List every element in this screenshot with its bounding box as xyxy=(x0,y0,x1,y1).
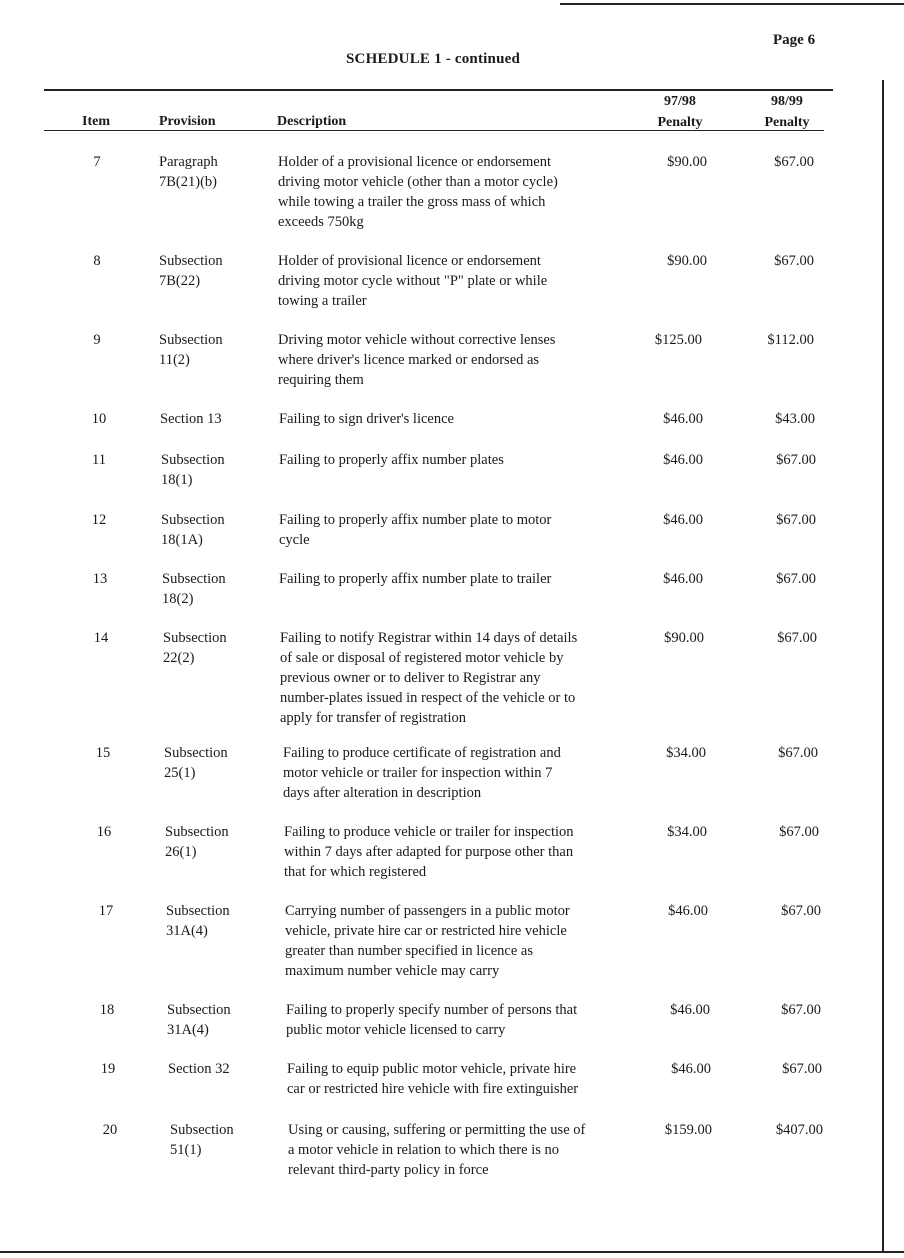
row-item-number: 13 xyxy=(92,571,108,587)
row-description xyxy=(287,1059,632,1099)
row-description xyxy=(279,409,624,429)
header-provision: Provision xyxy=(159,114,216,129)
description-line: exceeds 750kg xyxy=(278,214,364,230)
description-line: greater than number specified in licence as xyxy=(285,943,533,959)
row-provision xyxy=(164,743,274,783)
row-provision xyxy=(162,569,272,609)
provision-line: Subsection xyxy=(166,903,230,919)
page-number: Page 6 xyxy=(773,32,816,48)
row-item-number: 15 xyxy=(95,745,111,761)
row-provision xyxy=(165,822,275,862)
row-penalty-9899: $67.00 xyxy=(776,512,816,528)
header-penalty-9899 xyxy=(745,91,829,133)
description-line: Failing to produce certificate of registration and xyxy=(283,745,561,761)
row-provision xyxy=(161,510,271,550)
provision-line: Paragraph xyxy=(159,154,218,170)
row-penalty-9899: $67.00 xyxy=(782,1061,822,1077)
description-line: Driving motor vehicle without corrective lenses xyxy=(278,332,556,348)
row-penalty-9899: $67.00 xyxy=(777,630,817,646)
provision-line: 18(2) xyxy=(162,591,194,607)
schedule-title: SCHEDULE 1 - continued xyxy=(346,51,521,67)
description-line: days after alteration in description xyxy=(283,785,482,801)
provision-line: Section 32 xyxy=(168,1061,230,1077)
provision-line: Subsection xyxy=(163,630,227,646)
scan-border-bottom xyxy=(0,1251,904,1253)
description-line: Holder of a provisional licence or endorsement xyxy=(278,154,551,170)
row-description xyxy=(284,822,629,882)
description-line: Failing to properly affix number plate to motor xyxy=(279,512,552,528)
provision-line: 51(1) xyxy=(170,1142,202,1158)
row-description xyxy=(285,901,630,981)
provision-line: 7B(21)(b) xyxy=(159,174,217,190)
header-penalty-9899-year: 98/99 xyxy=(771,94,803,109)
provision-line: Subsection xyxy=(161,452,225,468)
description-line: requiring them xyxy=(278,372,364,388)
row-provision xyxy=(170,1120,280,1160)
row-penalty-9798: $46.00 xyxy=(663,452,703,468)
row-penalty-9798: $90.00 xyxy=(664,630,704,646)
row-penalty-9798: $46.00 xyxy=(663,571,703,587)
row-penalty-9798: $90.00 xyxy=(667,253,707,269)
row-item-number: 14 xyxy=(93,630,109,646)
row-provision xyxy=(166,901,276,941)
description-line: vehicle, private hire car or restricted hire vehicle xyxy=(285,923,567,939)
description-line: driving motor vehicle (other than a motor cycle) xyxy=(278,174,558,190)
row-penalty-9899: $67.00 xyxy=(776,452,816,468)
provision-line: 22(2) xyxy=(163,650,195,666)
description-line: cycle xyxy=(279,532,310,548)
provision-line: 26(1) xyxy=(165,844,197,860)
row-penalty-9798: $34.00 xyxy=(666,745,706,761)
description-line: Failing to produce vehicle or trailer for inspection xyxy=(284,824,574,840)
row-provision xyxy=(159,330,269,370)
header-penalty-9899-label: Penalty xyxy=(764,115,810,130)
row-penalty-9798: $46.00 xyxy=(668,903,708,919)
row-item-number: 18 xyxy=(99,1002,115,1018)
row-provision xyxy=(159,152,269,192)
row-item-number: 7 xyxy=(93,154,101,170)
description-line: apply for transfer of registration xyxy=(280,710,467,726)
description-line: number-plates issued in respect of the vehicle or to xyxy=(280,690,576,706)
row-penalty-9798: $46.00 xyxy=(670,1002,710,1018)
row-description xyxy=(280,628,625,728)
row-provision xyxy=(161,450,271,490)
row-item-number: 16 xyxy=(96,824,112,840)
description-line: Failing to equip public motor vehicle, private hire xyxy=(287,1061,577,1077)
row-provision xyxy=(159,251,269,291)
row-description xyxy=(279,569,624,589)
description-line: previous owner or to deliver to Registrar any xyxy=(280,670,541,686)
row-description xyxy=(283,743,628,803)
header-item: Item xyxy=(82,114,110,129)
row-penalty-9899: $67.00 xyxy=(774,154,814,170)
description-line: within 7 days after adapted for purpose other than xyxy=(284,844,574,860)
header-penalty-9798-year: 97/98 xyxy=(664,94,696,109)
description-line: Failing to properly specify number of persons that xyxy=(286,1002,578,1018)
provision-line: 11(2) xyxy=(159,352,190,368)
provision-line: 18(1) xyxy=(161,472,193,488)
description-line: motor vehicle or trailer for inspection within 7 xyxy=(283,765,553,781)
row-penalty-9899: $112.00 xyxy=(767,332,814,348)
row-penalty-9798: $46.00 xyxy=(663,411,703,427)
description-line: public motor vehicle licensed to carry xyxy=(286,1022,506,1038)
provision-line: 7B(22) xyxy=(159,273,201,289)
provision-line: Subsection xyxy=(164,745,228,761)
row-description xyxy=(278,251,623,311)
provision-line: Subsection xyxy=(159,332,223,348)
row-description xyxy=(278,330,623,390)
row-item-number: 12 xyxy=(91,512,107,528)
scan-border-right xyxy=(882,80,884,1252)
description-line: car or restricted hire vehicle with fire extinguisher xyxy=(287,1081,579,1097)
row-provision xyxy=(167,1000,277,1040)
provision-line: Subsection xyxy=(162,571,226,587)
row-item-number: 10 xyxy=(91,411,107,427)
row-penalty-9798: $90.00 xyxy=(667,154,707,170)
row-penalty-9899: $67.00 xyxy=(781,903,821,919)
row-penalty-9798: $125.00 xyxy=(654,332,702,348)
scan-border-top xyxy=(560,3,904,5)
row-penalty-9899: $407.00 xyxy=(775,1122,823,1138)
row-item-number: 20 xyxy=(102,1122,118,1138)
row-penalty-9798: $159.00 xyxy=(664,1122,712,1138)
provision-line: 31A(4) xyxy=(166,923,208,939)
description-line: towing a trailer xyxy=(278,293,367,309)
description-line: Failing to properly affix number plate to trailer xyxy=(279,571,552,587)
row-description xyxy=(279,450,624,470)
row-penalty-9899: $67.00 xyxy=(781,1002,821,1018)
row-description xyxy=(286,1000,631,1040)
provision-line: 31A(4) xyxy=(167,1022,209,1038)
row-provision xyxy=(163,628,273,668)
row-penalty-9899: $67.00 xyxy=(778,745,818,761)
description-line: Holder of provisional licence or endorsement xyxy=(278,253,541,269)
row-penalty-9798: $46.00 xyxy=(663,512,703,528)
row-penalty-9798: $34.00 xyxy=(667,824,707,840)
description-line: maximum number vehicle may carry xyxy=(285,963,500,979)
description-line: that for which registered xyxy=(284,864,427,880)
header-bottom-rule xyxy=(44,130,824,131)
row-penalty-9899: $43.00 xyxy=(775,411,815,427)
provision-line: Subsection xyxy=(167,1002,231,1018)
description-line: Failing to properly affix number plates xyxy=(279,452,504,468)
row-penalty-9899: $67.00 xyxy=(774,253,814,269)
row-provision xyxy=(168,1059,278,1079)
description-line: relevant third-party policy in force xyxy=(288,1162,489,1178)
provision-line: Subsection xyxy=(165,824,229,840)
description-line: Using or causing, suffering or permitting the use of xyxy=(288,1122,586,1138)
row-penalty-9798: $46.00 xyxy=(671,1061,711,1077)
description-line: of sale or disposal of registered motor vehicle by xyxy=(280,650,564,666)
row-item-number: 11 xyxy=(92,452,106,468)
row-description xyxy=(278,152,623,232)
row-item-number: 8 xyxy=(93,253,101,269)
row-item-number: 19 xyxy=(100,1061,116,1077)
header-description: Description xyxy=(277,114,347,129)
row-penalty-9899: $67.00 xyxy=(779,824,819,840)
provision-line: Section 13 xyxy=(160,411,222,427)
description-line: driving motor cycle without "P" plate or while xyxy=(278,273,548,289)
header-penalty-9798-label: Penalty xyxy=(657,115,703,130)
description-line: while towing a trailer the gross mass of which xyxy=(278,194,546,210)
description-line: a motor vehicle in relation to which there is no xyxy=(288,1142,559,1158)
description-line: Failing to notify Registrar within 14 days of details xyxy=(280,630,578,646)
row-provision xyxy=(160,409,270,429)
row-item-number: 9 xyxy=(93,332,101,348)
provision-line: Subsection xyxy=(161,512,225,528)
provision-line: Subsection xyxy=(170,1122,234,1138)
description-line: where driver's licence marked or endorsed as xyxy=(278,352,540,368)
description-line: Carrying number of passengers in a public motor xyxy=(285,903,570,919)
row-item-number: 17 xyxy=(98,903,114,919)
row-penalty-9899: $67.00 xyxy=(776,571,816,587)
provision-line: 18(1A) xyxy=(161,532,203,548)
row-description xyxy=(288,1120,633,1180)
provision-line: 25(1) xyxy=(164,765,196,781)
provision-line: Subsection xyxy=(159,253,223,269)
header-penalty-9798 xyxy=(640,91,720,133)
row-description xyxy=(279,510,624,550)
description-line: Failing to sign driver's licence xyxy=(279,411,454,427)
